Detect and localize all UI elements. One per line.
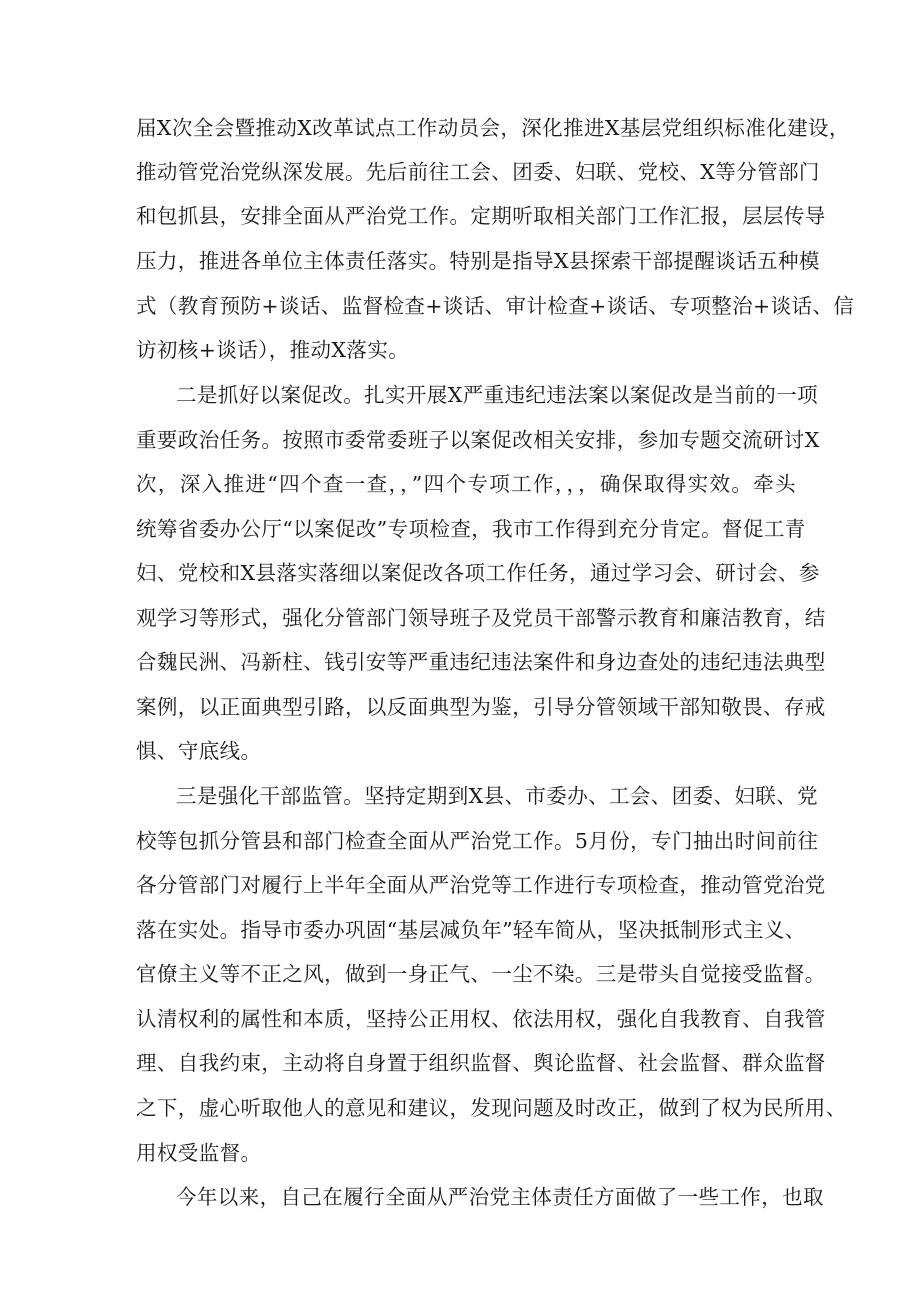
text-line: 推动管党治党纵深发展。先后前往工会、团委、妇联、党校、X等分管部门 [136, 160, 820, 184]
text-line: 认清权利的属性和本质，坚持公正用权、依法用权，强化自我教育、自我管 [136, 1007, 826, 1031]
text-line: 观学习等形式，强化分管部门领导班子及党员干部警示教育和廉洁教育，结 [136, 606, 826, 630]
text-line: 用权受监督。 [136, 1141, 262, 1165]
text-line: 官僚主义等不正之风，做到一身正气、一尘不染。三是带头自觉接受监督。 [136, 962, 826, 986]
text-line: 合魏民洲、冯新柱、钱引安等严重违纪违法案件和身边查处的违纪违法典型 [136, 650, 826, 674]
text-line: 之下，虚心听取他人的意见和建议，发现问题及时改正，做到了权为民所用、 [136, 1096, 847, 1120]
text-line: 惧、守底线。 [136, 739, 262, 763]
text-line: 落在实处。指导市委办巩固“基层减负年”轻车简从，坚决抵制形式主义、 [136, 918, 806, 942]
text-line: 和包抓县，安排全面从严治党工作。定期听取相关部门工作汇报，层层传导 [136, 204, 826, 228]
text-line: 统筹省委办公厅“以案促改”专项检查，我市工作得到充分肯定。督促工青 [136, 517, 806, 541]
text-line: 访初核+谈话），推动X落实。 [136, 338, 410, 362]
text-line: 压力，推进各单位主体责任落实。特别是指导X县探索干部提醒谈话五种模 [136, 249, 820, 273]
text-line: 各分管部门对履行上半年全面从严治党等工作进行专项检查，推动管党治党 [136, 873, 826, 897]
text-line: 案例，以正面典型引路，以反面典型为鉴，引导分管领域干部知敬畏、存戒 [136, 695, 826, 719]
text-line: 届X次全会暨推动X改革试点工作动员会，深化推进X基层党组织标准化建设， [136, 116, 850, 140]
text-line: 校等包抓分管县和部门检查全面从严治党工作。5月份，专门抽出时间前往 [136, 829, 819, 853]
text-line: 重要政治任务。按照市委常委班子以案促改相关安排，参加专题交流研讨X [136, 428, 820, 452]
paragraph-first-line: 今年以来，自己在履行全面从严治党主体责任方面做了一些工作，也取 [176, 1185, 824, 1209]
paragraph-first-line: 二是抓好以案促改。扎实开展X严重违纪违法案以案促改是当前的一项 [176, 383, 818, 407]
text-line: 次，深入推进“四个查一查，，”四个专项工作，，，确保取得实效。牵头 [136, 472, 796, 496]
text-line: 理、自我约束，主动将自身置于组织监督、舆论监督、社会监督、群众监督 [136, 1051, 826, 1075]
paragraph-first-line: 三是强化干部监管。坚持定期到X县、市委办、工会、团委、妇联、党 [176, 784, 818, 808]
text-line: 式（教育预防+谈话、监督检查+谈话、审计检查+谈话、专项整治+谈话、信 [136, 294, 855, 318]
text-line: 妇、党校和X县落实落细以案促改各项工作任务，通过学习会、研讨会、参 [136, 561, 820, 585]
